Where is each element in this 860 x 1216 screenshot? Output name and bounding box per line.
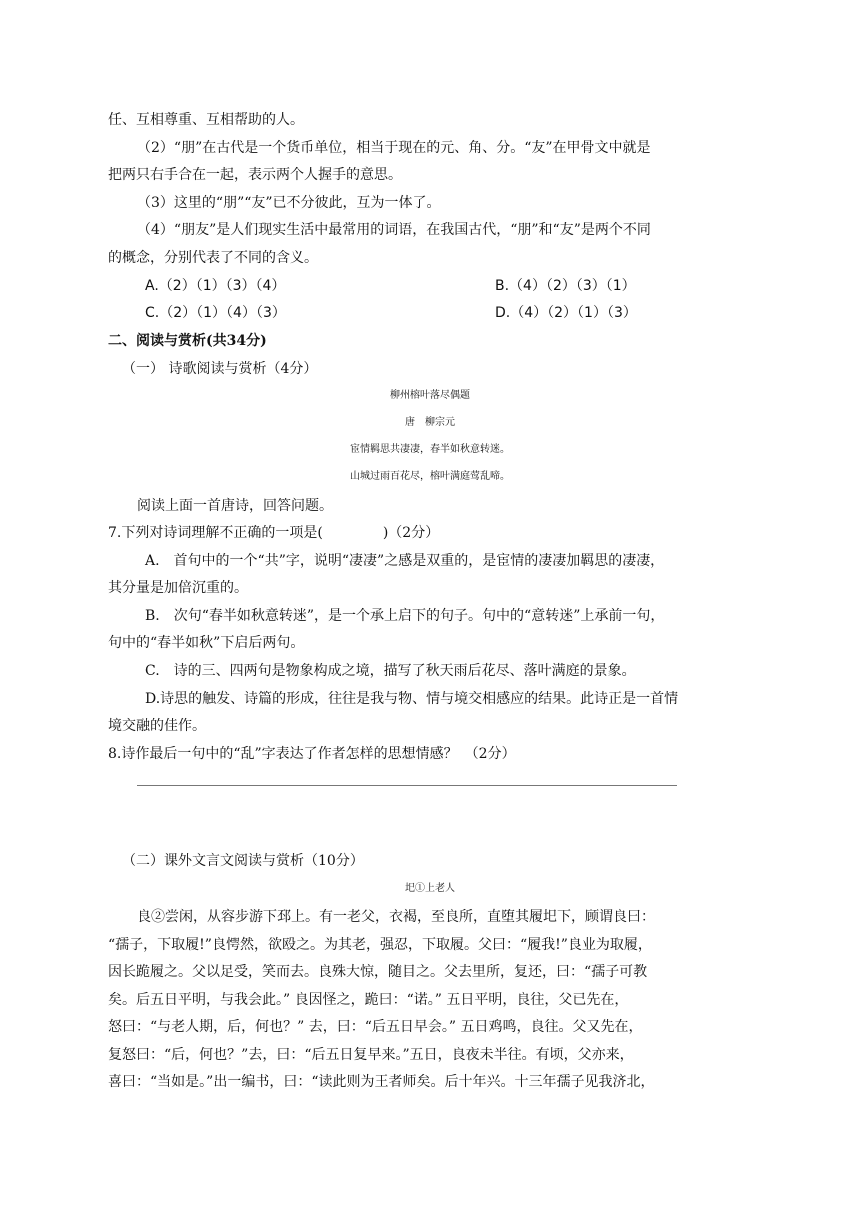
q7-option-b-cont: 句中的“春半如秋”下启后两句。 xyxy=(108,635,305,651)
passage-line: 怒曰：“与老人期，后，何也？” 去，曰：“后五日早会。” 五日鸡鸣，良往。父又先在， xyxy=(108,1019,643,1035)
question-7-stem: 7.下列对诗词理解不正确的一项是( xyxy=(108,525,323,541)
q7-option-c: C. 诗的三、四两句是物象构成之境，描写了秋天雨后花尽、落叶满庭的景象。 xyxy=(145,663,636,679)
question-7 xyxy=(108,523,439,543)
passage-line: 因长跪履之。父以足受，笑而去。良殊大惊，随目之。父去里所，复还，曰：“孺子可教 xyxy=(108,964,648,980)
q7-option-b: B. 次句“春半如秋意转迷”，是一个承上启下的句子。句中的“意转迷”上承前一句， xyxy=(145,608,665,624)
subsection-heading: （二）课外文言文阅读与赏析（10分） xyxy=(122,853,364,869)
passage-line: 矣。后五日平明，与我会此。” 良因怪之，跪曰：“诺。” 五日平明，良往，父已先在， xyxy=(108,992,629,1008)
text-line: 任、互相尊重、互相帮助的人。 xyxy=(108,112,304,128)
q7-option-d-cont: 境交融的佳作。 xyxy=(108,718,206,734)
poem-line: 宦情羁思共凄凄，春半如秋意转迷。 xyxy=(350,444,510,455)
text-line: （4）“朋友”是人们现实生活中最常用的词语，在我国古代，“朋”和“友”是两个不同 xyxy=(137,222,651,238)
passage-line: 复怒曰：“后，何也？”去，曰：“后五日复早来。”五日，良夜未半往。有顷，父亦来， xyxy=(108,1047,634,1063)
q7-option-a: A. 首句中的一个“共”字，说明“凄凄”之感是双重的，是宦情的凄凄加羁思的凄凄， xyxy=(145,553,665,569)
text-line: 的概念，分别代表了不同的含义。 xyxy=(108,250,318,266)
q7-option-d: D.诗思的触发、诗篇的形成，往往是我与物、情与境交相感应的结果。此诗正是一首情 xyxy=(145,691,679,707)
option-a: A.（2）（1）（3）（4） xyxy=(145,278,286,294)
option-b: B.（4）（2）（3）（1） xyxy=(495,278,636,294)
text-line: （2）“朋”在古代是一个货币单位，相当于现在的元、角、分。“友”在甲骨文中就是 xyxy=(137,140,651,156)
poem-line: 山城过雨百花尽，榕叶满庭莺乱啼。 xyxy=(350,471,510,482)
subsection-heading: （一） 诗歌阅读与赏析（4分） xyxy=(122,361,318,377)
instruction: 阅读上面一首唐诗，回答问题。 xyxy=(137,498,333,514)
text-line: 把两只右手合在一起，表示两个人握手的意思。 xyxy=(108,167,402,183)
question-8: 8.诗作最后一句中的“乱”字表达了作者怎样的思想情感？ （2分） xyxy=(108,746,516,762)
poem-author: 唐 柳宗元 xyxy=(405,417,455,428)
passage-line: 良②尝闲，从容步游下邳上。有一老父，衣褐，至良所，直堕其履圯下，顾谓良曰： xyxy=(137,909,655,925)
option-d: D.（4）（2）（1）（3） xyxy=(495,305,637,321)
section-heading: 二、阅读与赏析(共34分) xyxy=(108,333,267,349)
text-line: （3）这里的“朋”“友”已不分彼此，互为一体了。 xyxy=(137,195,441,211)
question-7-score: )（2分） xyxy=(382,525,440,541)
passage-line: “孺子，下取履!”良愕然，欲殴之。为其老，强忍，下取履。父曰：“履我!”良业为取履， xyxy=(108,937,652,953)
passage-line: 喜曰：“当如是。”出一编书，曰：“读此则为王者师矣。后十年兴。十三年孺子见我济北， xyxy=(108,1074,655,1090)
option-c: C.（2）（1）（4）（3） xyxy=(145,305,286,321)
passage-title: 圯①上老人 xyxy=(405,883,455,894)
answer-line[interactable] xyxy=(137,785,677,786)
q7-option-a-cont: 其分量是加倍沉重的。 xyxy=(108,580,248,596)
poem-title: 柳州榕叶落尽偶题 xyxy=(390,390,470,401)
